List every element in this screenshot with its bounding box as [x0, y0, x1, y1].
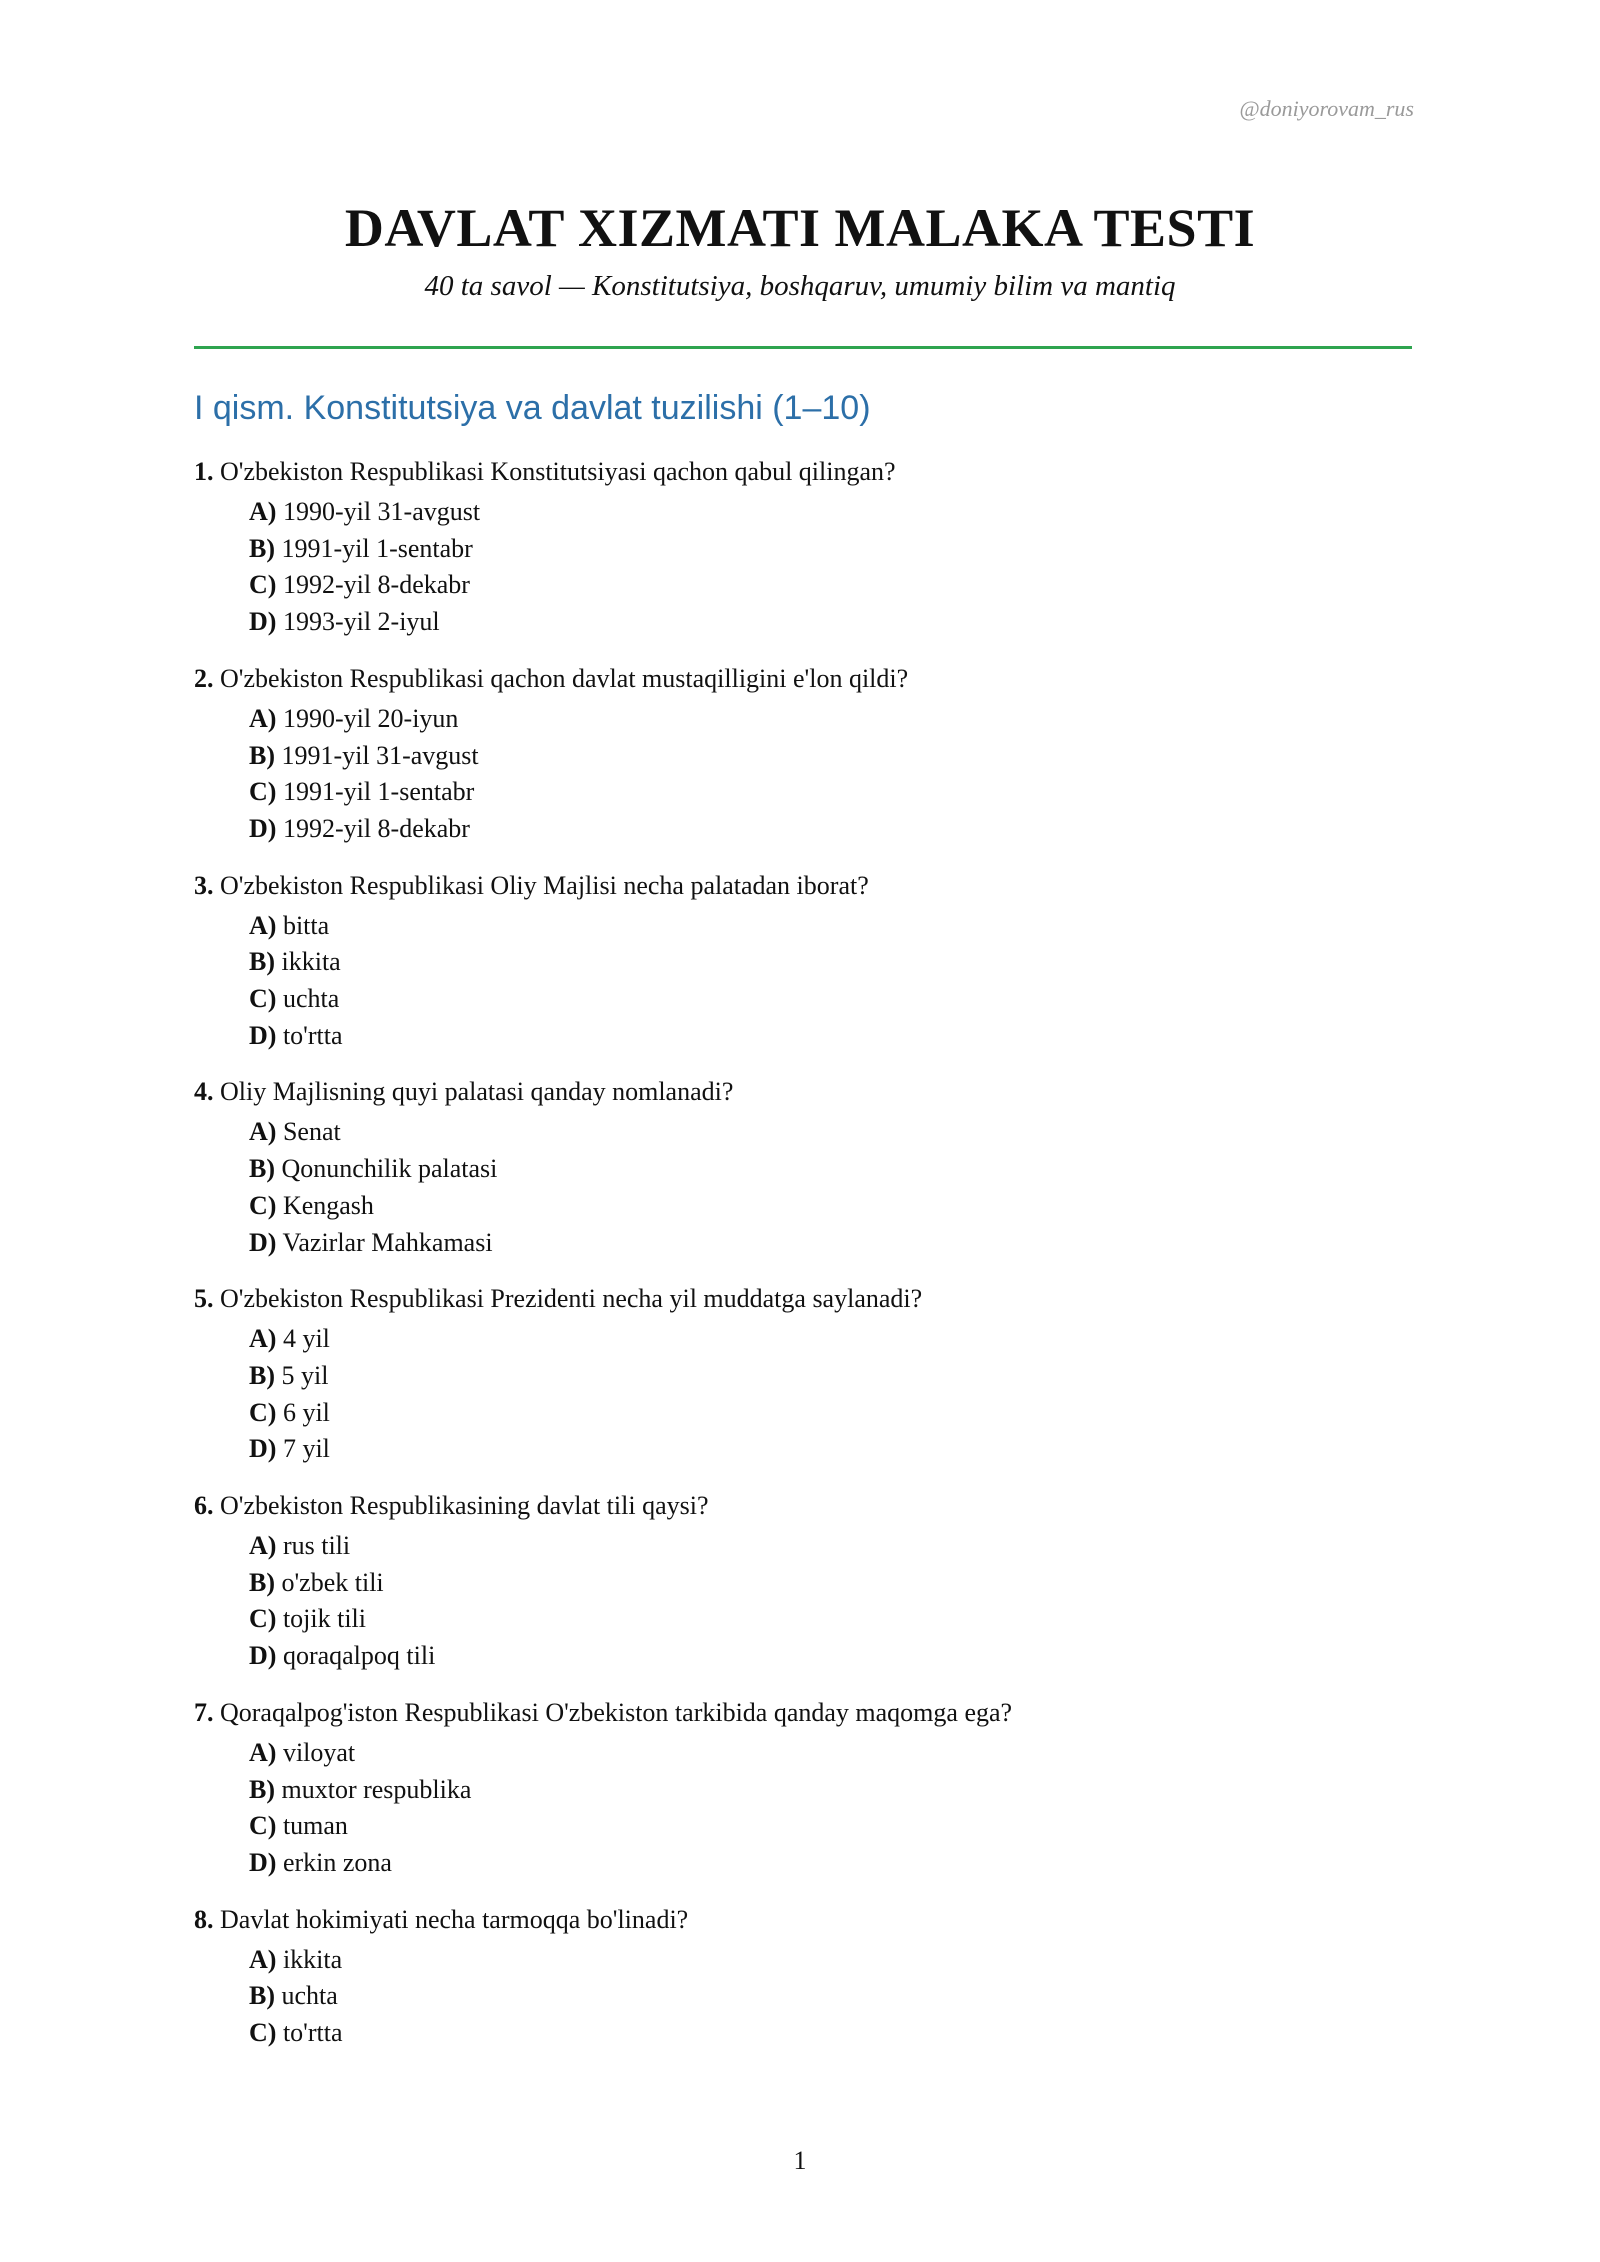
option-letter: A) — [249, 1117, 277, 1147]
option-text: Senat — [282, 1117, 341, 1147]
option-text: 1992-yil 8-dekabr — [282, 813, 470, 843]
option-text: 1990-yil 20-iyun — [282, 703, 459, 733]
question-text — [194, 1281, 1414, 1317]
answer-option — [249, 567, 1414, 604]
option-text: 1990-yil 31-avgust — [282, 497, 481, 526]
option-letter: C) — [249, 1604, 277, 1634]
answer-options — [194, 701, 1414, 848]
answer-option — [249, 1942, 1414, 1979]
answer-option — [249, 1225, 1414, 1262]
answer-option — [249, 701, 1414, 738]
question-item — [194, 1488, 1414, 1675]
answer-options — [194, 908, 1414, 1055]
option-text: 5 yil — [281, 1360, 329, 1390]
option-letter: C) — [249, 984, 277, 1014]
question-item — [194, 1074, 1414, 1261]
option-letter: C) — [249, 1811, 277, 1841]
option-letter: B) — [249, 1981, 275, 2011]
answer-option — [249, 604, 1414, 641]
answer-option — [249, 1978, 1414, 2015]
question-number: 1. — [194, 457, 214, 486]
answer-option — [249, 1638, 1414, 1675]
question-number: 4. — [194, 1077, 214, 1107]
question-prompt: O'zbekiston Respublikasi Oliy Majlisi necha palatadan iborat? — [220, 870, 869, 900]
answer-option — [249, 774, 1414, 811]
option-letter: D) — [249, 813, 277, 843]
question-text — [194, 1488, 1414, 1524]
answer-options — [194, 494, 1414, 641]
answer-options — [194, 1528, 1414, 1675]
option-letter: D) — [249, 1641, 277, 1671]
option-text: 1991-yil 1-sentabr — [281, 533, 473, 563]
option-letter: A) — [249, 1324, 277, 1354]
option-letter: B) — [249, 533, 275, 563]
option-text: 1991-yil 1-sentabr — [282, 777, 475, 807]
option-letter: C) — [249, 777, 277, 807]
option-text: qoraqalpoq tili — [282, 1641, 436, 1671]
option-text: tojik tili — [282, 1604, 367, 1634]
question-item — [194, 868, 1414, 1055]
answer-option — [249, 1018, 1414, 1055]
question-number: 8. — [194, 1904, 214, 1934]
question-prompt: Oliy Majlisning quyi palatasi qanday nomlanadi? — [220, 1077, 734, 1107]
option-text: Qonunchilik palatasi — [281, 1154, 498, 1184]
option-text: rus tili — [282, 1531, 351, 1561]
option-text: to'rtta — [282, 1020, 343, 1050]
option-letter: A) — [249, 910, 277, 940]
answer-option — [249, 811, 1414, 848]
option-letter: B) — [249, 1360, 275, 1390]
question-item — [194, 661, 1414, 848]
answer-option — [249, 2015, 1414, 2052]
option-letter: B) — [249, 947, 275, 977]
question-number: 7. — [194, 1697, 214, 1727]
option-text: to'rtta — [282, 2018, 343, 2048]
option-letter: A) — [249, 703, 277, 733]
question-prompt: Davlat hokimiyati necha tarmoqqa bo'linadi? — [220, 1904, 689, 1934]
answer-option — [249, 1321, 1414, 1358]
question-item — [194, 454, 1414, 641]
option-text: ikkita — [281, 947, 341, 977]
option-text: 4 yil — [282, 1324, 330, 1354]
answer-option — [249, 1601, 1414, 1638]
option-text: o'zbek tili — [281, 1567, 384, 1597]
option-letter: C) — [249, 2018, 277, 2048]
option-letter: A) — [249, 1531, 277, 1561]
question-text — [194, 454, 1414, 490]
answer-options — [194, 1114, 1414, 1261]
option-text: viloyat — [282, 1737, 356, 1767]
question-prompt: Qoraqalpog'iston Respublikasi O'zbekiston tarkibida qanday maqomga ega? — [220, 1697, 1013, 1727]
option-text: uchta — [282, 984, 340, 1014]
question-text — [194, 1902, 1414, 1938]
option-letter: C) — [249, 1190, 277, 1220]
answer-option — [249, 981, 1414, 1018]
option-text: 6 yil — [282, 1397, 330, 1427]
answer-option — [249, 1845, 1414, 1882]
question-prompt: O'zbekiston Respublikasi Konstitutsiyasi qachon qabul qilingan? — [220, 457, 896, 486]
option-text: Kengash — [282, 1190, 374, 1220]
answer-option — [249, 1358, 1414, 1395]
answer-option — [249, 1188, 1414, 1225]
option-text: Vazirlar Mahkamasi — [282, 1227, 493, 1257]
answer-options — [194, 1321, 1414, 1468]
option-text: 1993-yil 2-iyul — [282, 607, 440, 637]
answer-option — [249, 531, 1414, 568]
option-letter: D) — [249, 607, 277, 637]
question-item — [194, 1902, 1414, 2052]
document-subtitle: 40 ta savol — Konstitutsiya, boshqaruv, umumiy bilim va mantiq — [424, 270, 1176, 302]
answer-options — [194, 1942, 1414, 2052]
question-text — [194, 661, 1414, 697]
title-divider — [194, 346, 1412, 349]
section-heading: I qism. Konstitutsiya va davlat tuzilishi (1–10) — [194, 389, 871, 427]
option-text: ikkita — [282, 1944, 343, 1974]
answer-option — [249, 1395, 1414, 1432]
answer-option — [249, 1528, 1414, 1565]
option-letter: D) — [249, 1847, 277, 1877]
question-item — [194, 1695, 1414, 1882]
option-text: uchta — [281, 1981, 338, 2011]
answer-option — [249, 1151, 1414, 1188]
question-number: 6. — [194, 1491, 214, 1521]
page-number: 1 — [793, 2146, 807, 2175]
option-letter: A) — [249, 1944, 277, 1974]
option-letter: B) — [249, 1154, 275, 1184]
option-text: 7 yil — [282, 1434, 330, 1464]
option-text: 1992-yil 8-dekabr — [282, 570, 470, 600]
option-letter: B) — [249, 1567, 275, 1597]
document-title: DAVLAT XIZMATI MALAKA TESTI — [344, 198, 1256, 258]
answer-options — [194, 1735, 1414, 1882]
option-text: muxtor respublika — [281, 1774, 472, 1804]
answer-option — [249, 1808, 1414, 1845]
option-letter: C) — [249, 570, 277, 600]
question-item — [194, 1281, 1414, 1468]
option-text: tuman — [282, 1811, 348, 1841]
option-letter: C) — [249, 1397, 277, 1427]
option-letter: D) — [249, 1227, 277, 1257]
answer-option — [249, 944, 1414, 981]
answer-option — [249, 1114, 1414, 1151]
answer-option — [249, 738, 1414, 775]
answer-option — [249, 908, 1414, 945]
question-text — [194, 1074, 1414, 1110]
watermark: @doniyorovam_rus — [1239, 96, 1414, 121]
answer-option — [249, 1431, 1414, 1468]
answer-option — [249, 1565, 1414, 1602]
question-prompt: O'zbekiston Respublikasining davlat tili qaysi? — [220, 1491, 709, 1521]
option-text: bitta — [282, 910, 330, 940]
option-letter: B) — [249, 1774, 275, 1804]
question-text — [194, 868, 1414, 904]
question-text — [194, 1695, 1414, 1731]
option-letter: A) — [249, 1737, 277, 1767]
question-number: 5. — [194, 1284, 214, 1314]
answer-option — [249, 494, 1414, 531]
question-prompt: O'zbekiston Respublikasi qachon davlat mustaqilligini e'lon qildi? — [220, 663, 909, 693]
option-letter: A) — [249, 497, 277, 526]
answer-option — [249, 1772, 1414, 1809]
option-letter: D) — [249, 1434, 277, 1464]
question-list — [194, 454, 1414, 2072]
option-letter: B) — [249, 740, 275, 770]
question-prompt: O'zbekiston Respublikasi Prezidenti necha yil muddatga saylanadi? — [220, 1284, 923, 1314]
option-letter: D) — [249, 1020, 277, 1050]
question-number: 2. — [194, 663, 214, 693]
option-text: 1991-yil 31-avgust — [281, 740, 479, 770]
question-number: 3. — [194, 870, 214, 900]
answer-option — [249, 1735, 1414, 1772]
option-text: erkin zona — [282, 1847, 392, 1877]
